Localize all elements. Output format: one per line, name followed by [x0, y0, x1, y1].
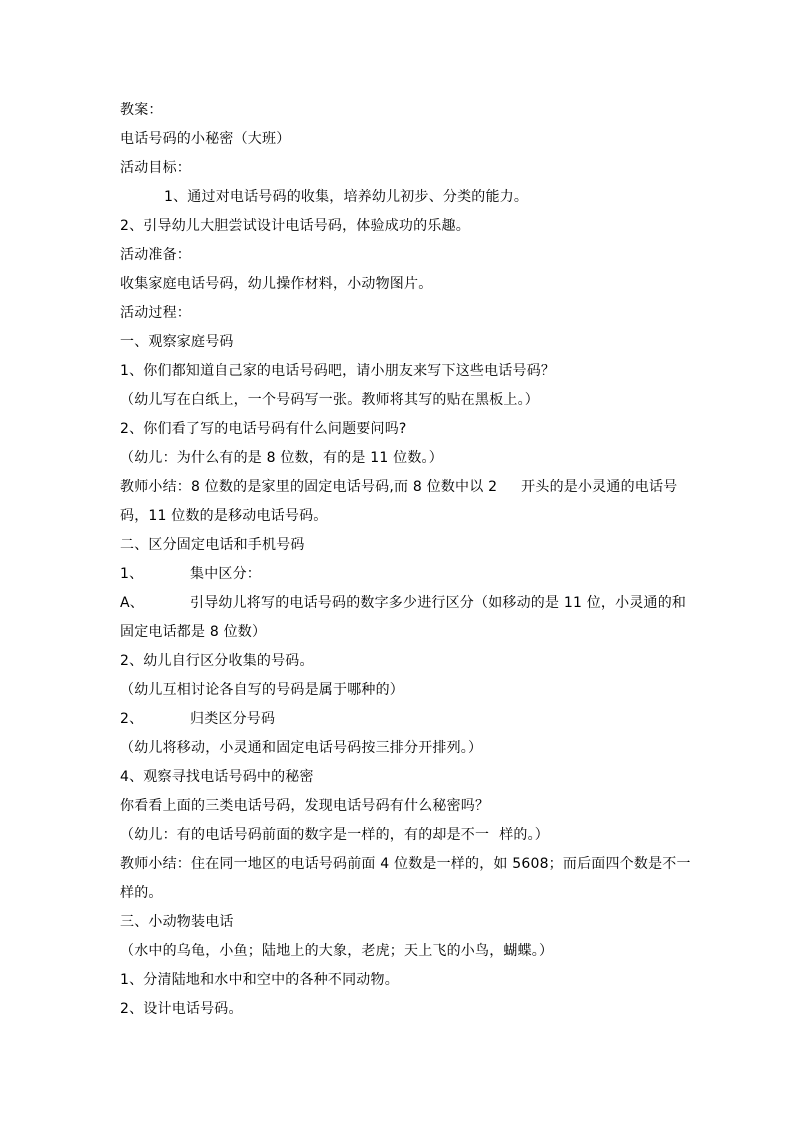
teacher-summary-1 [120, 473, 685, 502]
doc-label: 教案： [120, 102, 163, 118]
goal-item-2: 2、引导幼儿大胆尝试设计电话号码，体验成功的乐趣。 [120, 218, 470, 234]
child-answer-2 [120, 821, 685, 850]
part-two-heading: 二、区分固定电话和手机号码 [120, 537, 305, 553]
child-answer-2-part-a: （幼儿：有的电话号码前面的数字是一样的，有的却是不一 [120, 827, 490, 843]
teacher-summary-2: 教师小结：住在同一地区的电话号码前面 4 位数是一样的，如 5608；而后面四个数是不一 [120, 856, 691, 872]
preparation-text: 收集家庭电话号码，幼儿操作材料，小动物图片。 [120, 276, 433, 292]
note-1: （幼儿写在白纸上，一个号码写一张。教师将其写的贴在黑板上。） [120, 392, 539, 408]
step-2: 2、幼儿自行区分收集的号码。 [120, 653, 314, 669]
part-three-step-2: 2、设计电话号码。 [120, 1001, 243, 1017]
note-2: （幼儿互相讨论各自写的号码是属于哪种的） [120, 682, 404, 698]
teacher-summary-1-part-b: 开头的是小灵通的电话号 [521, 479, 678, 495]
question-2: 2、你们看了写的电话号码有什么问题要问吗? [120, 421, 407, 437]
teacher-summary-2-continued: 样的。 [120, 885, 163, 901]
step-a-label: A、 [120, 595, 144, 611]
note-3: （幼儿将移动，小灵通和固定电话号码按三排分开排列。） [120, 740, 483, 756]
document-body [120, 96, 691, 1024]
goal-item-1: 1、通过对电话号码的收集，培养幼儿初步、分类的能力。 [164, 189, 529, 205]
step-2b-text: 归类区分号码 [190, 711, 276, 727]
teacher-summary-1-continued: 码，11 位数的是移动电话号码。 [120, 508, 328, 524]
step-4: 4、观察寻找电话号码中的秘密 [120, 769, 314, 785]
question-1: 1、你们都知道自己家的电话号码吧，请小朋友来写下这些电话号码？ [120, 363, 556, 379]
question-3: 你看看上面的三类电话号码，发现电话号码有什么秘密吗？ [120, 798, 490, 814]
part-three-step-1: 1、分清陆地和水中和空中的各种不同动物。 [120, 972, 399, 988]
step-a-continued: 固定电话都是 8 位数） [120, 624, 267, 640]
section-heading-process: 活动过程： [120, 305, 191, 321]
step-2b-number: 2、 [120, 711, 144, 727]
step-a [120, 589, 685, 618]
animals-note: （水中的乌龟，小鱼；陆地上的大象，老虎；天上飞的小鸟，蝴蝶。） [120, 943, 554, 959]
part-three-heading: 三、小动物装电话 [120, 914, 234, 930]
step-1-number: 1、 [120, 566, 144, 582]
step-1 [120, 560, 685, 589]
step-1-text: 集中区分： [190, 566, 261, 582]
step-2b [120, 705, 685, 734]
teacher-summary-1-part-a: 教师小结：8 位数的是家里的固定电话号码,而 8 位数中以 2 [120, 479, 498, 495]
child-answer-1: （幼儿：为什么有的是 8 位数，有的是 11 位数。） [120, 450, 443, 466]
part-one-heading: 一、观察家庭号码 [120, 334, 234, 350]
section-heading-goals: 活动目标： [120, 160, 191, 176]
child-answer-2-part-b: 样的。） [499, 827, 550, 843]
step-a-text: 引导幼儿将写的电话号码的数字多少进行区分（如移动的是 11 位，小灵通的和 [190, 595, 687, 611]
section-heading-preparation: 活动准备： [120, 247, 191, 263]
lesson-title: 电话号码的小秘密（大班） [120, 131, 291, 147]
